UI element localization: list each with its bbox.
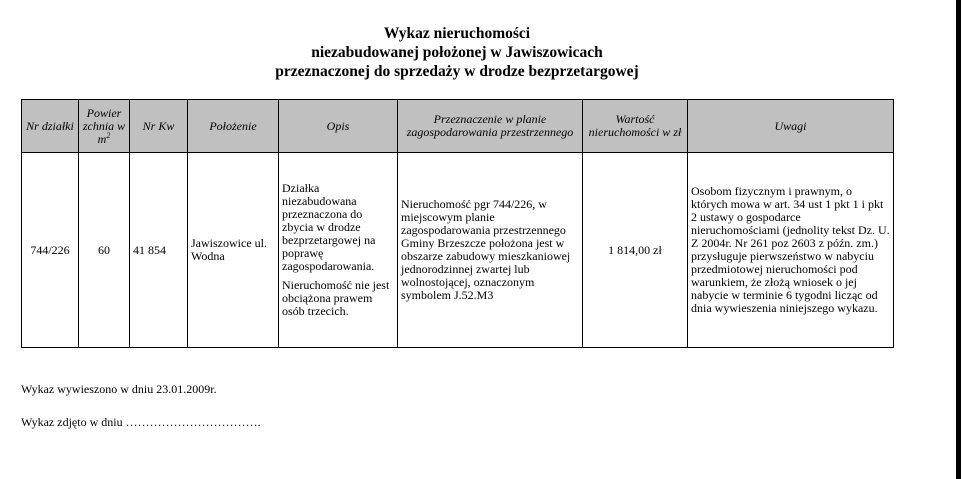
header-przeznaczenie: Przeznaczenie w planie zagospodarowania przestrzennego	[398, 100, 583, 153]
header-wartosc: Wartość nieruchomości w zł	[583, 100, 688, 153]
header-powierzchnia	[79, 100, 130, 153]
table-header-row	[22, 100, 894, 153]
cell-wartosc: 1 814,00 zł	[583, 153, 688, 348]
title-line-3: przeznaczonej do sprzedaży w drodze bezprzetargowej	[275, 63, 639, 80]
cell-powierzchnia: 60	[79, 153, 130, 348]
cell-polozenie: Jawiszowice ul. Wodna	[188, 153, 279, 348]
header-uwagi: Uwagi	[688, 100, 894, 153]
opis-paragraph-1: Działka niezabudowana przeznaczona do zbycia w drodze bezprzetargowej na poprawę zagospodarowania.	[282, 181, 376, 273]
document-title	[0, 24, 914, 81]
cell-nr-kw: 41 854	[130, 153, 188, 348]
property-table	[21, 99, 894, 348]
opis-paragraph-2: Nieruchomość nie jest obciążona prawem osób trzecich.	[282, 278, 390, 318]
page-border-bar	[956, 0, 961, 479]
title-line-2: niezabudowanej położonej w Jawiszowicach	[311, 44, 603, 61]
header-nr-dzialki: Nr działki	[22, 100, 79, 153]
cell-uwagi: Osobom fizycznym i prawnym, o których mowa w art. 34 ust 1 pkt 1 i pkt 2 ustawy o gospodarce nieruchomościami (jednolity tekst Dz. U. Z 2004r. Nr 261 poz 2603 z późn. zm.) przysługuje pierwszeństwo w nabyciu przedmiotowej nieruchomości pod warunkiem, że złożą wniosek o jej nabycie w terminie 6 tygodni licząc od dnia wywieszenia niniejszego wykazu.	[688, 153, 894, 348]
cell-opis	[279, 153, 398, 348]
header-nr-kw: Nr Kw	[130, 100, 188, 153]
posted-date: Wykaz wywieszono w dniu 23.01.2009r.	[21, 382, 217, 396]
header-polozenie: Położenie	[188, 100, 279, 153]
header-powierzchnia-sup: 2	[106, 130, 111, 140]
cell-przeznaczenie: Nieruchomość pgr 744/226, w miejscowym planie zagospodarowania przestrzennego Gminy Brzeszcze położona jest w obszarze zabudowy mieszkaniowej jednorodzinnej zwartej lub wolnostojącej, oznaczonym symbolem J.52.M3	[398, 153, 583, 348]
cell-nr-dzialki: 744/226	[22, 153, 79, 348]
title-line-1: Wykaz nieruchomości	[383, 25, 531, 42]
header-opis: Opis	[279, 100, 398, 153]
header-powierzchnia-text: Powier zchnia w m	[82, 105, 126, 146]
removed-date: Wykaz zdjęto w dniu …………………………….	[21, 415, 261, 429]
table-row	[22, 153, 894, 348]
